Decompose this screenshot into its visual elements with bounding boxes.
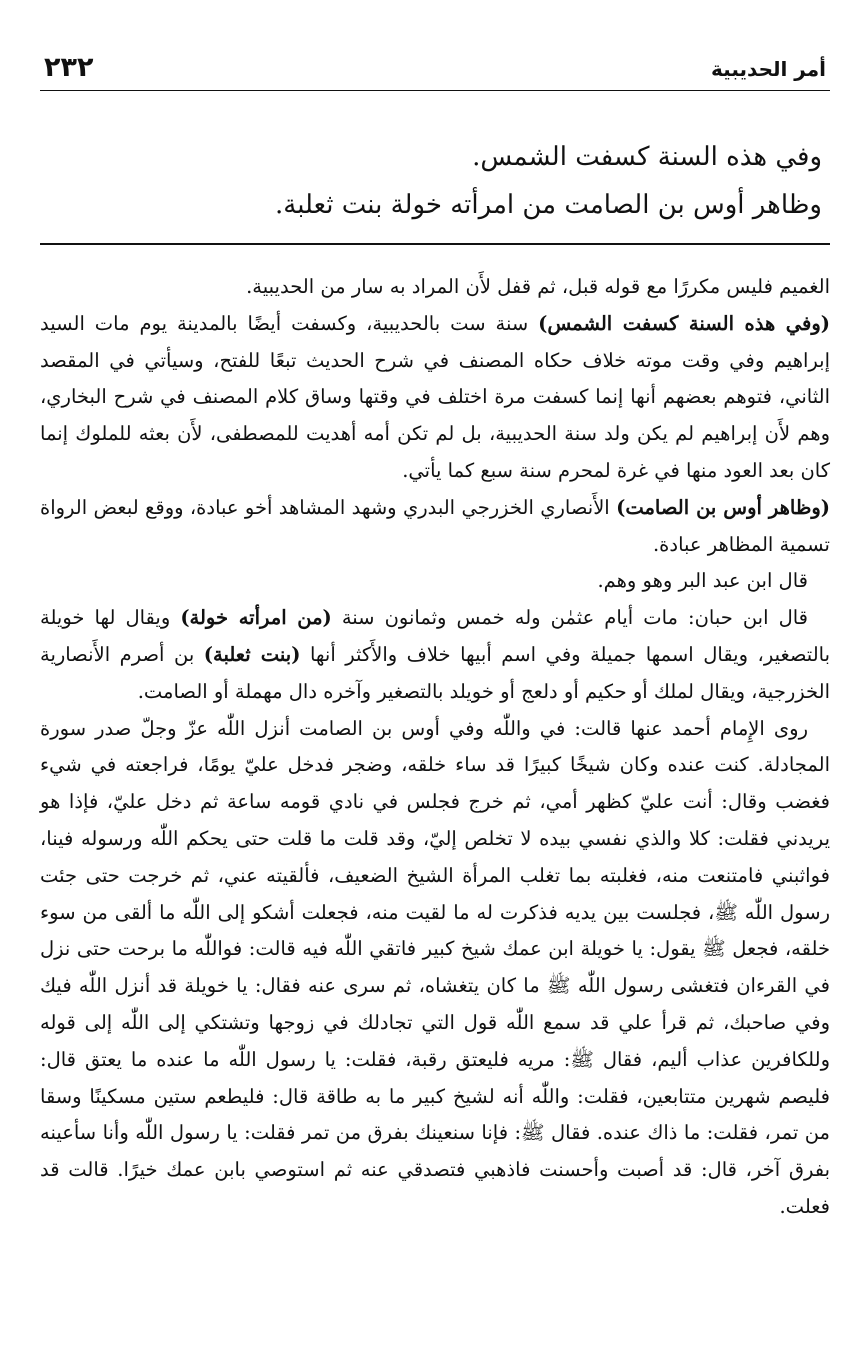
main-text [40, 91, 830, 243]
lemma: (بنت ثعلبة) [203, 642, 301, 666]
running-title: أمر الحديبية [711, 57, 826, 81]
commentary-text: الأَنصاري الخزرجي البدري وشهد المشاهد أخو عبادة، ووقع لبعض الرواة تسمية المظاهر عبادة. [40, 495, 830, 556]
lemma: (وظاهر أوس بن الصامت) [616, 495, 831, 519]
commentary-paragraph [40, 306, 830, 490]
commentary [40, 245, 830, 1226]
book-page [40, 52, 830, 1226]
commentary-text: ويقال لها خويلة بالتصغير، ويقال اسمها جميلة وفي اسم أبيها خلاف والأَكثر أنها [40, 606, 831, 666]
page-number: ٢٣٢ [44, 52, 94, 83]
commentary-paragraph [40, 490, 830, 564]
commentary-text: قال ابن حبان: مات أيام عثمٰن وله خمس وثمانون سنة [331, 606, 809, 630]
main-text-line: وظاهر أوس بن الصامت من امرأته خولة بنت ثعلبة. [275, 190, 822, 220]
commentary-paragraph: الغميم فليس مكررًا مع قوله قبل، ثم قفل لأَن المراد به سار من الحديبية. [246, 275, 830, 298]
commentary-text: سنة ست بالحديبية، وكسفت أيضًا بالمدينة يوم مات السيد إبراهيم وفي وقت موته خلاف حكاه المصنف في شرح الحديث تبعًا للفتح، وسيأتي في المقصد الثاني، فتوهم بعضهم أنها إنما كسفت مرة اختلف في وقتها وساق كلام المصنف في شرح البخاري، وهم لأَن إبراهيم لم يكن ولد سنة الحديبية، بل لم تكن أمه أهديت للمصطفى، لأَن بعثه للملوك إنما كان بعد العود منها في غرة لمحرم سنة سبع كما يأتي. [40, 311, 830, 482]
main-text-line: وفي هذه السنة كسفت الشمس. [472, 142, 822, 172]
commentary-paragraph: روى الإِمام أحمد عنها قالت: في واللّٰه وفي أوس بن الصامت أنزل اللّٰه عزّ وجلّ صدر سورة المجادلة. كنت عنده وكان شيخًا كبيرًا قد ساء خلقه، وضجر فدخل عليّ يومًا، فراجعته في شيء فغضب وقال: أنت عليّ كظهر أمي، ثم خرج فجلس في نادي قومه ساعة ثم دخل عليّ، فإذا هو يريدني فقلت: كلا والذي نفسي بيده لا تخلص إليّ، وقد قلت ما قلت حتى يحكم اللّٰه ورسوله فينا، فواثبني فامتنعت منه، فغلبته بما تغلب المرأة الشيخ الضعيف، فألقيته عني، ثم خرجت حتى جئت رسول اللّٰه ﷺ، فجلست بين يديه فذكرت له ما لقيت منه، فجعلت أشكو إلى اللّٰه ما ألقى من سوء خلقه، فجعل ﷺ يقول: يا خويلة ابن عمك شيخ كبير فاتقي اللّٰه فيه قالت: فواللّٰه ما برحت حتى نزل في القرءان فتغشى رسول اللّٰه ﷺ ما كان يتغشاه، ثم سرى عنه فقال: يا خويلة قد أنزل اللّٰه فيك وفي صاحبك، ثم قرأ علي قد سمع اللّٰه قول التي تجادلك في زوجها وتشتكي إلى اللّٰه إلى قوله وللكافرين عذاب أليم، فقال ﷺ: مريه فليعتق رقبة، فقلت: يا رسول اللّٰه ما عنده ما يعتق قال: فليصم شهرين متتابعين، فقلت: واللّٰه أنه لشيخ كبير ما به طاقة قال: فليطعم ستين مسكينًا وسقا من تمر، فقلت: ما ذاك عنده. فقال ﷺ: فإنا سنعينك بفرق من تمر فقلت: يا رسول اللّٰه وأنا سأعينه بفرق آخر، قال: قد أصبت وأحسنت فاذهبي فتصدقي عنه ثم استوصي بابن عمك خيرًا. قالت قد فعلت. [40, 716, 830, 1218]
commentary-paragraph: قال ابن عبد البر وهو وهم. [597, 569, 808, 593]
lemma: (وفي هذه السنة كسفت الشمس) [538, 311, 830, 335]
commentary-paragraph [40, 600, 830, 710]
lemma: (من امرأته خولة) [180, 606, 332, 630]
commentary-text: بن أصرم الأَنصارية الخزرجية، ويقال لملك أو حكيم أو دلعج أو خويلد بالتصغير وآخره دال مهملة أو الصامت. [40, 642, 830, 703]
page-header [40, 52, 830, 90]
